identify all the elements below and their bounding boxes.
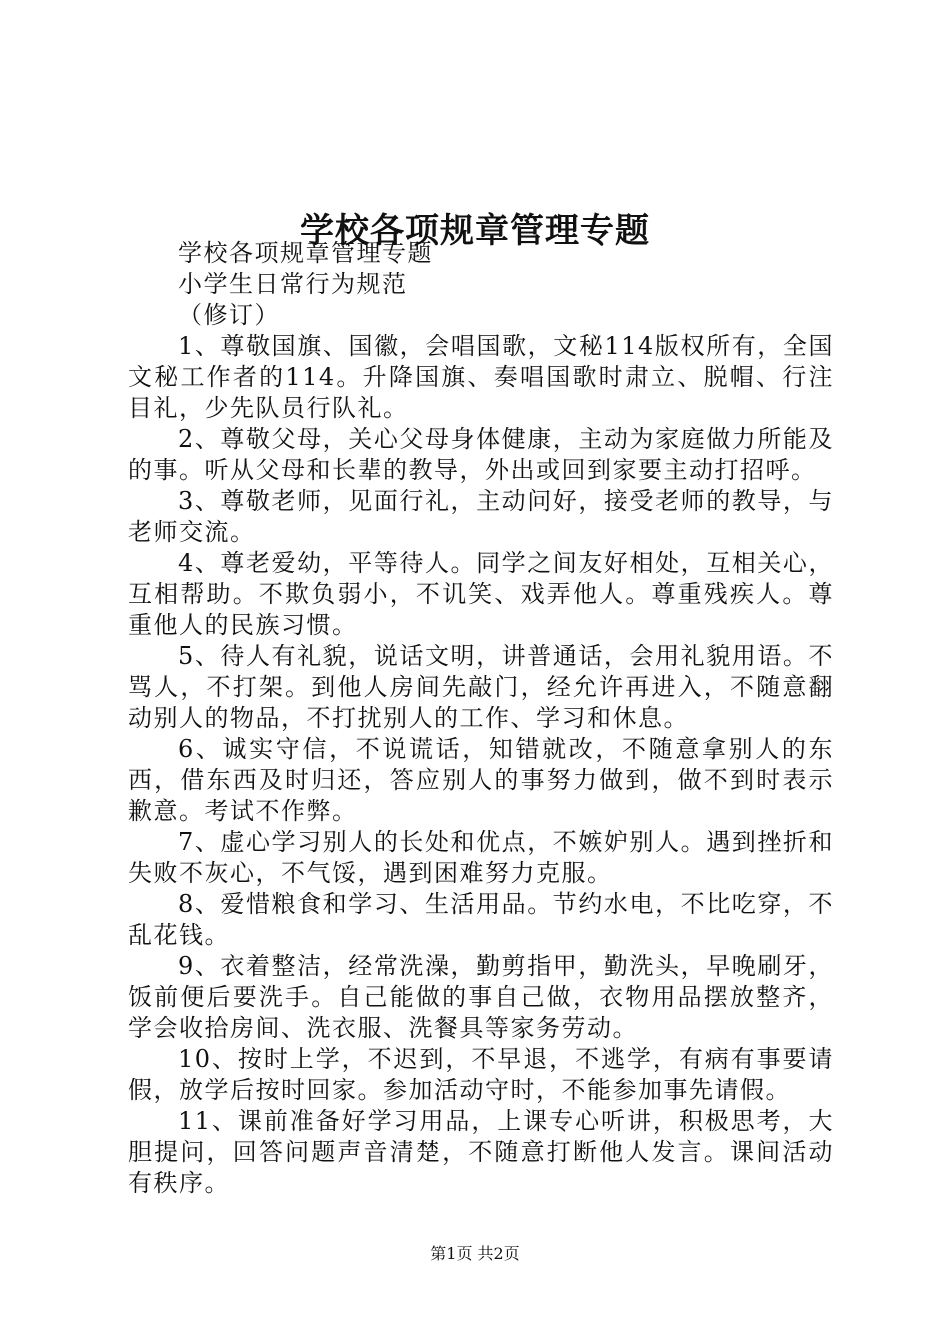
paragraph-rule-4: 4、尊老爱幼，平等待人。同学之间友好相处，互相关心，互相帮助。不欺负弱小，不讥笑、戏弄他人。尊重残疾人。尊重他人的民族习惯。 xyxy=(128,549,834,639)
paragraph-rule-11: 11、课前准备好学习用品，上课专心听讲，积极思考，大胆提问，回答问题声音清楚，不随意打断他人发言。课间活动有秩序。 xyxy=(128,1107,834,1197)
paragraph-revision-note: （修订） xyxy=(178,301,280,329)
paragraph-rule-8: 8、爱惜粮食和学习、生活用品。节约水电，不比吃穿，不乱花钱。 xyxy=(128,890,834,949)
paragraph-subheading: 小学生日常行为规范 xyxy=(178,270,408,298)
paragraph-rule-5: 5、待人有礼貌，说话文明，讲普通话，会用礼貌用语。不骂人，不打架。到他人房间先敲门，经允许再进入，不随意翻动别人的物品，不打扰别人的工作、学习和休息。 xyxy=(128,642,834,732)
paragraph-heading: 学校各项规章管理专题 xyxy=(178,239,433,267)
paragraph-rule-2: 2、尊敬父母，关心父母身体健康，主动为家庭做力所能及的事。听从父母和长辈的教导，外出或回到家要主动打招呼。 xyxy=(128,425,834,484)
page-footer: 第1页 共2页 xyxy=(430,1244,520,1263)
document-title: 学校各项规章管理专题 xyxy=(300,210,650,251)
paragraph-rule-1: 1、尊敬国旗、国徽，会唱国歌，文秘114版权所有，全国文秘工作者的114。升降国旗、奏唱国歌时肃立、脱帽、行注目礼，少先队员行队礼。 xyxy=(128,332,834,422)
paragraph-rule-9: 9、衣着整洁，经常洗澡，勤剪指甲，勤洗头，早晚刷牙，饭前便后要洗手。自己能做的事自己做，衣物用品摆放整齐，学会收拾房间、洗衣服、洗餐具等家务劳动。 xyxy=(128,952,834,1042)
paragraph-rule-7: 7、虚心学习别人的长处和优点，不嫉妒别人。遇到挫折和失败不灰心，不气馁，遇到困难努力克服。 xyxy=(128,828,834,887)
paragraph-rule-10: 10、按时上学，不迟到，不早退，不逃学，有病有事要请假，放学后按时回家。参加活动守时，不能参加事先请假。 xyxy=(128,1045,834,1104)
paragraph-rule-6: 6、诚实守信，不说谎话，知错就改，不随意拿别人的东西，借东西及时归还，答应别人的事努力做到，做不到时表示歉意。考试不作弊。 xyxy=(128,735,834,825)
paragraph-rule-3: 3、尊敬老师，见面行礼，主动问好，接受老师的教导，与老师交流。 xyxy=(128,487,834,546)
document-body xyxy=(128,238,834,1199)
